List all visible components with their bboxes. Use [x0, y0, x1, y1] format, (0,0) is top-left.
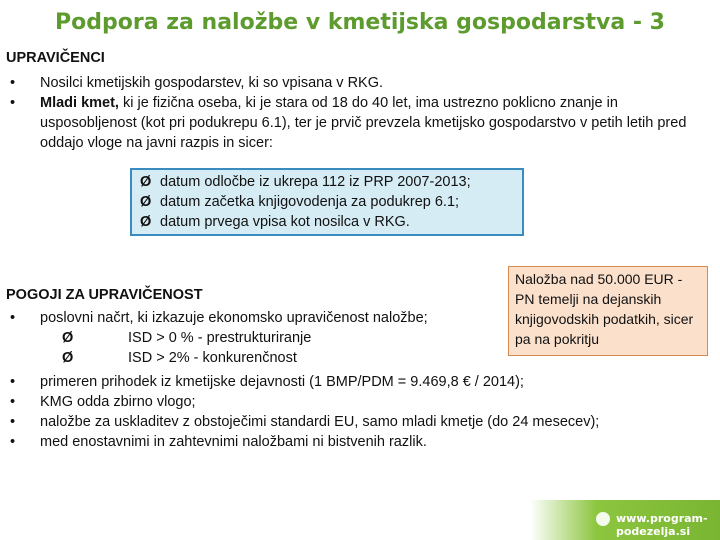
upravicenci-list	[6, 73, 706, 153]
pogoji-list-1	[6, 308, 506, 328]
list-item-text: KMG odda zbirno vlogo;	[40, 394, 196, 410]
list-item	[6, 432, 714, 452]
list-item	[62, 348, 492, 368]
list-item	[140, 172, 514, 192]
list-item-text: datum začetka knjigovodenja za podukrep 6.1;	[160, 194, 460, 210]
list-item-text: ISD > 2% - konkurenčnost	[128, 350, 297, 366]
list-item-text: ISD > 0 % - prestrukturiranje	[128, 330, 312, 346]
list-item-text: med enostavnimi in zahtevnimi naložbami ni bistvenih razlik.	[40, 434, 427, 450]
arrow-bullet-icon: Ø	[140, 214, 152, 230]
bullet: •	[10, 434, 16, 450]
list-item	[140, 192, 514, 212]
list-item	[62, 328, 492, 348]
pogoji-list-2	[6, 372, 714, 452]
arrow-bullet-icon: Ø	[62, 330, 74, 346]
isd-list	[62, 328, 492, 368]
bullet: •	[10, 394, 16, 410]
list-item-text	[40, 93, 706, 153]
bullet: •	[10, 374, 16, 390]
logo-icon	[596, 512, 610, 526]
logo-url: www.program-podezelja.si	[616, 512, 708, 538]
list-item-text: poslovni načrt, ki izkazuje ekonomsko upravičenost naložbe;	[40, 310, 428, 326]
list-item	[6, 308, 506, 328]
list-item-text: datum prvega vpisa kot nosilca v RKG.	[160, 214, 410, 230]
list-item	[6, 372, 714, 392]
list-item	[140, 212, 514, 232]
list-item	[6, 412, 714, 432]
program-podezelja-logo	[530, 500, 720, 540]
investment-note-box: Naložba nad 50.000 EUR - PN temelji na dejanskih knjigovodskih podatkih, sicer pa na pokritju	[508, 266, 708, 356]
bullet: •	[10, 95, 16, 111]
pogoji-heading: POGOJI ZA UPRAVIČENOST	[6, 287, 203, 303]
list-item	[6, 392, 714, 412]
arrow-bullet-icon: Ø	[140, 174, 152, 190]
dates-box	[130, 168, 524, 236]
bullet: •	[10, 310, 16, 326]
list-item-text: naložbe za uskladitev z obstoječimi standardi EU, samo mladi kmetje (do 24 mesecev);	[40, 414, 600, 430]
mladi-kmet-label: Mladi kmet,	[40, 95, 119, 111]
list-item-text: primeren prihodek iz kmetijske dejavnosti (1 BMP/PDM = 9.469,8 € / 2014);	[40, 374, 524, 390]
list-item	[6, 93, 706, 153]
arrow-bullet-icon: Ø	[62, 350, 74, 366]
mladi-kmet-description: ki je fizična oseba, ki je stara od 18 do 40 let, ima ustrezno poklicno znanje in usposobljenost (kot pri podukrepu 6.1), ter je prvič prevzela kmetijsko gospodarstvo v petih letih pred oddajo vloge na javni razpis in sicer:	[40, 95, 687, 151]
bullet: •	[10, 414, 16, 430]
upravicenci-heading: UPRAVIČENCI	[6, 50, 105, 66]
page-title: Podpora za naložbe v kmetijska gospodarstva - 3	[55, 10, 665, 35]
arrow-bullet-icon: Ø	[140, 194, 152, 210]
list-item-text: datum odločbe iz ukrepa 112 iz PRP 2007-2013;	[160, 174, 471, 190]
bullet: •	[10, 75, 16, 91]
list-item	[6, 73, 706, 93]
list-item-text: Nosilci kmetijskih gospodarstev, ki so vpisana v RKG.	[40, 75, 384, 91]
